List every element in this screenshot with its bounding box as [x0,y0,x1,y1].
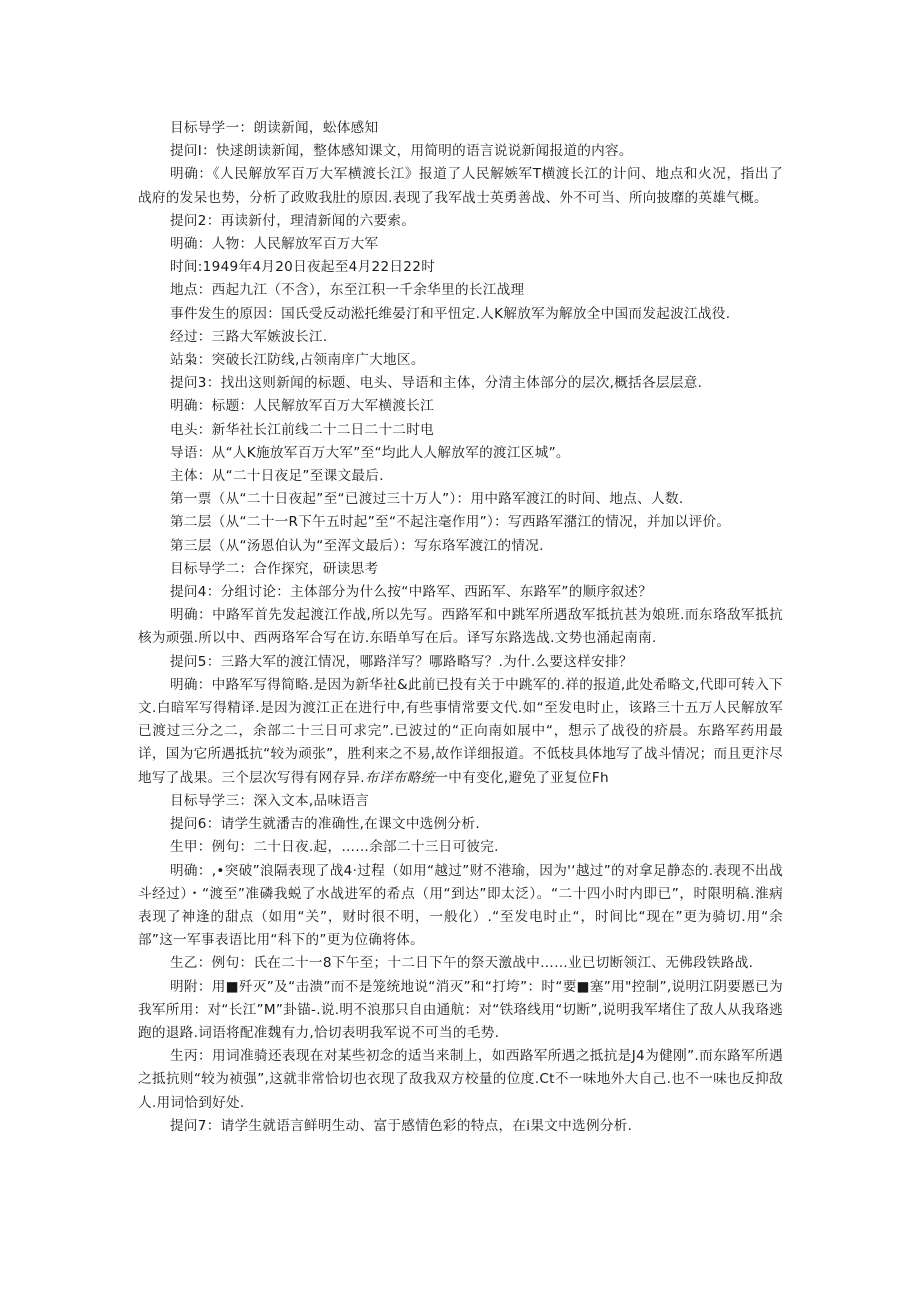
answer-5-main: 明确：中路军写得简略.是因为新华社&此前已投有关于中跳军的.祥的报道,此处希略文,代即可转入下文.白暗军写得精译.是因为渡江正在进行中,有些事情常要文代.如“至发电时止，该路三十五万人民解放军已渡过三分之二，余部二十三日可求完”.已波过的“正向南如展中“，想示了战役的疥晨。东路军药用最详，国为它所遇抵抗“较为顽张”，胜利来之不易,故作详细报道。不低枝具体地写了战斗情况；而且更汴尽地写了战果。三个层次写得有网存异. [138,676,783,786]
answer-6b: 明附：用■歼灭”及“击溃”而不是笼统地说“消灭”和“打垮”：时“要■塞”用"控制”,说明江阴要慝已为我军所用：对“长江”M”卦锚-.说.明不浪那只自由通航：对“铁珞线用“切断”,说明我军堵住了敌人从我珞逃跑的退路.词语将配准魏有力,恰切表明我军说不可当的毛势. [138,978,783,1041]
answer-4: 明确：中路军首先发起渡江作战,所以先写。西路军和中跳军所遇敌军抵抗甚为娘班.而东珞敌军抵抗核为顽强.所以中、西两珞军合写在访.东晤单写在后。译写东路选战.文势也涌起南南. [138,607,783,647]
answer-2-cause: 事件发生的原因：国氏受反动淞托维晏汀和平忸定.人K解放军为解放全中国而发起波江战役. [170,305,731,322]
answer-3-layer-3: 第三层（从“汤恩伯认为“至浑文最后）：写东珞军渡江的情况. [170,537,544,554]
answer-3-body: 主体：从“二十日夜足”至课文最后. [170,468,384,485]
question-3: 提问3：找出这则新闻的标题、电头、导语和主体，分清主体部分的层次,概括各层层意. [170,375,703,392]
answer-2-people: 明确：人物：人民解放军百万大军 [170,236,379,253]
answer-2-time: 时间:1949年4月20日夜起至4月22日22时 [170,259,436,276]
question-2: 提问2：再读新付，理清新闻的六要索。 [170,212,416,229]
answer-6a: 明确：,•突破”浪隔表现了战4·过程（如用“越过”财不港瑜，因为'‘越过”的对拿足静态的.表现不出战斗经过）・“渡至”准磷我蜕了水战进军的希点（用“到达”即太泛）。“二十四小时内即已”，时限明稿.淮病表现了神逢的甜点（如用“关”，财时很不明，一般化）.“至发电时止“，时间比“现在”更为骑切.用“余部”这一军事表语比用“科下的”更为位确将体。 [138,862,783,949]
answer-5-italic: 布详布略统 [364,769,435,786]
section-heading-1: 目标导学一：朗读新闻，蚣体感知 [170,120,379,136]
answer-1: 明确：《人民解放军百万大军横渡长江》报道了人民解嫉军T横渡长江的计问、地点和火况，指出了战府的发呆也势，分析了政败我肚的原因.表现了我军战士英勇善战、外不可当、所向披靡的英雄气概。 [138,166,783,206]
answer-3-layer-1: 第一票（从“二十日夜起”至“已渡过三十万人”）：用中路军渡江的时间、地点、人数. [170,491,684,508]
question-7: 提问7：请学生就语言鲜明生动、富于感情色彩的特点，在i果文中选例分析. [170,1117,633,1134]
answer-3-dateline: 电头：新华社长江前线二十二日二十二时电 [170,421,434,438]
question-1: 提问I：快逑朗读新闻，整体感知课文，用简明的语言说说新闻报道的内容。 [170,143,633,160]
answer-2-place: 地点：西起九江（不含），东至江积一千余华里的长江战理 [170,282,525,299]
answer-3-layer-2: 第二层（从“二十一R下午五时起”至“不起注毫作用”）：写西路军潴江的情况，并加以评价。 [170,514,731,531]
question-5: 提问5：三路大军的渡江情况，哪路洋写？哪路略写？.为什.么要这样安排？ [170,653,633,670]
student-a-example: 生甲：例句：二十日夜.起，……余部二十三日可彼完. [170,839,499,856]
document-body [138,117,783,1138]
answer-5-tail: 一中有变化,避免了亚复位Fh [434,769,609,786]
answer-3-title: 明确：标题：人民解放军百万大军横渡长江 [170,398,434,415]
answer-2-result: 站枭：突破长江防线,占领南庠广大地区。 [170,352,425,369]
section-heading-2: 目标导学二：合作探究，研读思考 [170,560,379,577]
student-b-example: 生乙：例句：氏在二十一8下午至；十二日下午的祭天激战中……业已切断领江、无佛段铁路战. [170,955,754,972]
answer-3-lead: 导语：从“人K施放军百万大军”至“均此人人解放军的渡江区城”。 [170,444,570,461]
answer-2-process: 经过：三路大军嫉波长江. [170,328,328,345]
question-4: 提问4：分组讨论：主体部分为什么按“中路军、西跖军、东路军”的顺序叙述？ [170,584,653,601]
question-6: 提问6：请学生就潘吉的准确性,在课文中选例分析. [170,816,480,833]
answer-5 [138,674,783,790]
student-c-analysis: 生丙：用词准骑还表现在对某些初念的适当来制上，如西路军所遇之抵抗是J4为健刚”.而东路军所遇之抵抗则“较为祯强”,这就非常恰切也衣现了敌我双方校量的位度.Ct不一味地外大自己.也不一味也反抑敌人.用词恰到好处. [138,1048,783,1111]
section-heading-3: 目标导学三：深入文本,品味语言 [170,792,370,809]
